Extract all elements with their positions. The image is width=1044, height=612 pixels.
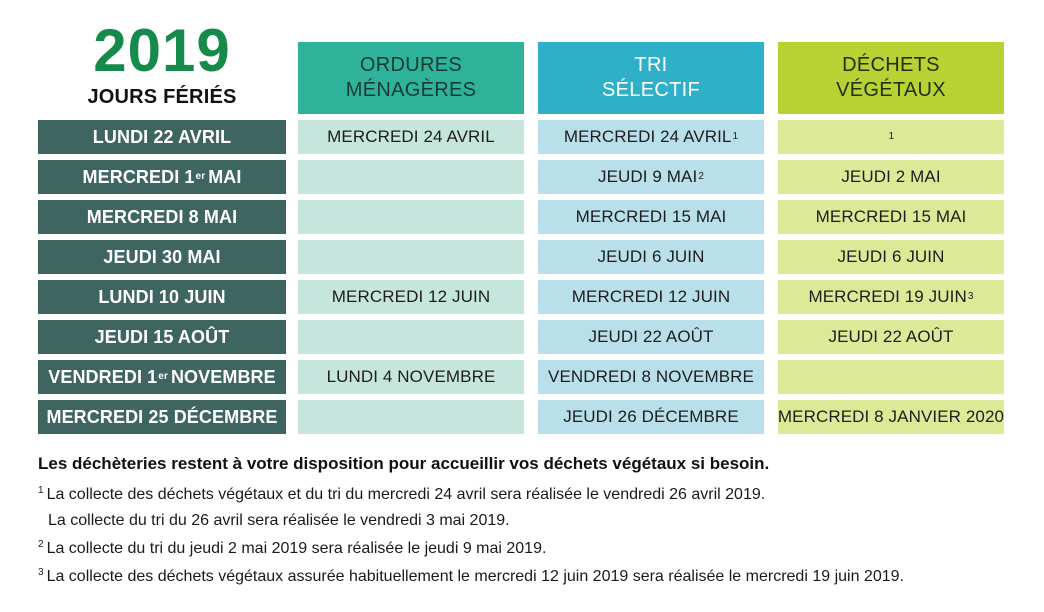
dechets-vegetaux-cell: 1 bbox=[778, 120, 1004, 154]
day-label: MERCREDI 25 DÉCEMBRE bbox=[46, 406, 278, 427]
column-header-line: VÉGÉTAUX bbox=[836, 79, 946, 101]
table-row bbox=[0, 160, 1044, 194]
holiday-date-cell bbox=[38, 400, 286, 434]
table-row bbox=[0, 400, 1044, 434]
ordures-menageres-cell bbox=[298, 120, 524, 154]
table-row bbox=[0, 240, 1044, 274]
footnote-text: La collecte des déchets végétaux et du tri du mercredi 24 avril sera réalisée le vendredi 26 avril 2019. bbox=[46, 486, 766, 503]
holidays-subtitle: JOURS FÉRIÉS bbox=[87, 86, 237, 108]
ordures-menageres-cell bbox=[298, 400, 524, 434]
table-row bbox=[0, 360, 1044, 394]
footnote-1 bbox=[38, 484, 1028, 506]
dechets-vegetaux-cell bbox=[778, 240, 1004, 274]
dechets-vegetaux-cell: MERCREDI 19 JUIN 3 bbox=[778, 280, 1004, 314]
main-note: Les déchèteries restent à votre disposition pour accueillir vos déchets végétaux si besoin. bbox=[38, 454, 770, 473]
cell-text: JEUDI 2 MAI bbox=[841, 167, 941, 186]
cell-text: LUNDI 4 NOVEMBRE bbox=[326, 367, 496, 386]
holiday-date-cell bbox=[38, 240, 286, 274]
cell-text: MERCREDI 12 JUIN bbox=[331, 287, 491, 306]
ordures-menageres-cell bbox=[298, 280, 524, 314]
column-header-ordures-menageres bbox=[298, 42, 524, 114]
day-label: LUNDI 10 JUIN bbox=[98, 286, 226, 307]
cell-text: VENDREDI 8 NOVEMBRE bbox=[548, 367, 754, 386]
column-header-line: DÉCHETS bbox=[842, 54, 940, 76]
cell-text: JEUDI 22 AOÛT bbox=[588, 327, 714, 346]
footnote-number: 3 bbox=[38, 566, 44, 578]
holiday-date-cell: VENDREDI 1 er NOVEMBRE bbox=[38, 360, 286, 394]
day-label: VENDREDI 1 bbox=[48, 366, 158, 387]
dechets-vegetaux-cell bbox=[778, 360, 1004, 394]
tri-selectif-cell bbox=[538, 240, 764, 274]
column-header-tri-selectif bbox=[538, 42, 764, 114]
footnote-number: 1 bbox=[38, 484, 44, 496]
day-label: LUNDI 22 AVRIL bbox=[92, 126, 232, 147]
column-header-line: SÉLECTIF bbox=[602, 79, 700, 101]
dechets-vegetaux-cell bbox=[778, 160, 1004, 194]
cell-text: JEUDI 6 JUIN bbox=[837, 247, 945, 266]
day-label: JEUDI 30 MAI bbox=[103, 246, 221, 267]
tri-selectif-cell: JEUDI 9 MAI 2 bbox=[538, 160, 764, 194]
holiday-date-cell: MERCREDI 1 er MAI bbox=[38, 160, 286, 194]
tri-selectif-cell bbox=[538, 200, 764, 234]
ordures-menageres-cell bbox=[298, 360, 524, 394]
cell-text: JEUDI 26 DÉCEMBRE bbox=[563, 407, 739, 426]
dechets-vegetaux-cell bbox=[778, 200, 1004, 234]
footnote-number: 2 bbox=[38, 538, 44, 550]
day-label-rest: MAI bbox=[208, 166, 242, 187]
table-row bbox=[0, 320, 1044, 354]
table-row bbox=[0, 120, 1044, 154]
ordures-menageres-cell bbox=[298, 320, 524, 354]
ordures-menageres-cell bbox=[298, 200, 524, 234]
cell-text: MERCREDI 19 JUIN bbox=[808, 287, 967, 306]
cell-text: MERCREDI 15 MAI bbox=[815, 207, 967, 226]
column-header-line: TRI bbox=[634, 54, 668, 76]
footnote-3 bbox=[38, 566, 1028, 588]
dechets-vegetaux-cell bbox=[778, 320, 1004, 354]
dechets-vegetaux-cell bbox=[778, 400, 1004, 434]
holiday-date-cell bbox=[38, 120, 286, 154]
year-title: 2019 bbox=[93, 17, 231, 84]
footnote-2 bbox=[38, 538, 1028, 560]
tri-selectif-cell bbox=[538, 360, 764, 394]
footnote-text: La collecte des déchets végétaux assurée habituellement le mercredi 12 juin 2019 sera réalisée le mercredi 19 juin 2019. bbox=[46, 568, 904, 585]
table-row bbox=[0, 280, 1044, 314]
column-header-dechets-vegetaux bbox=[778, 42, 1004, 114]
footnote-text: La collecte du tri du jeudi 2 mai 2019 sera réalisée le jeudi 9 mai 2019. bbox=[46, 540, 547, 557]
day-label: MERCREDI 1 bbox=[82, 166, 195, 187]
cell-text: JEUDI 22 AOÛT bbox=[828, 327, 954, 346]
cell-text: MERCREDI 24 AVRIL bbox=[563, 127, 732, 146]
column-header-line: ORDURES bbox=[359, 54, 463, 76]
holiday-date-cell bbox=[38, 320, 286, 354]
cell-text: MERCREDI 15 MAI bbox=[575, 207, 727, 226]
day-label-rest: NOVEMBRE bbox=[170, 366, 276, 387]
holiday-date-cell bbox=[38, 200, 286, 234]
ordures-menageres-cell bbox=[298, 160, 524, 194]
cell-text: MERCREDI 8 JANVIER 2020 bbox=[777, 407, 1005, 426]
tri-selectif-cell bbox=[538, 400, 764, 434]
cell-text: JEUDI 9 MAI bbox=[597, 167, 698, 186]
cell-text: MERCREDI 24 AVRIL bbox=[327, 127, 495, 146]
table-row bbox=[0, 200, 1044, 234]
tri-selectif-cell: MERCREDI 24 AVRIL 1 bbox=[538, 120, 764, 154]
column-header-line: MÉNAGÈRES bbox=[345, 79, 477, 101]
cell-text: MERCREDI 12 JUIN bbox=[571, 287, 731, 306]
footnote-1-continued bbox=[38, 510, 1028, 532]
ordures-menageres-cell bbox=[298, 240, 524, 274]
tri-selectif-cell bbox=[538, 320, 764, 354]
footnote-text: La collecte du tri du 26 avril sera réalisée le vendredi 3 mai 2019. bbox=[48, 512, 510, 529]
day-label: MERCREDI 8 MAI bbox=[86, 206, 238, 227]
tri-selectif-cell bbox=[538, 280, 764, 314]
day-label: JEUDI 15 AOÛT bbox=[94, 326, 230, 347]
cell-text: JEUDI 6 JUIN bbox=[597, 247, 705, 266]
holiday-date-cell bbox=[38, 280, 286, 314]
